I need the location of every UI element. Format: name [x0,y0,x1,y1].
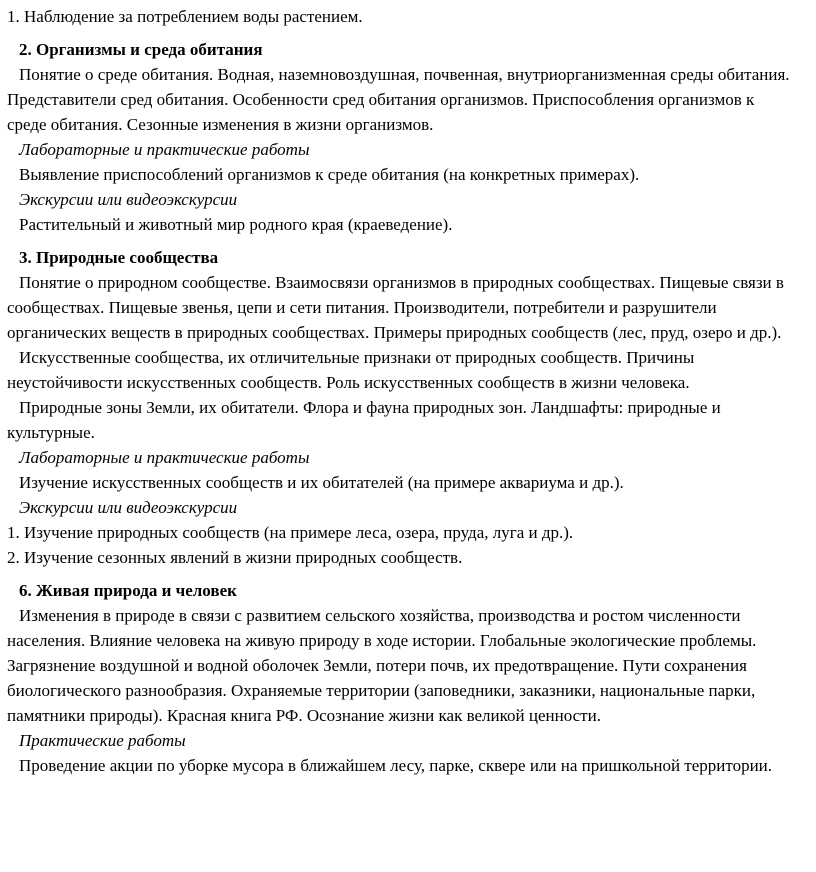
section-2-excursion-text: Растительный и животный мир родного края (краеведение). [19,215,453,234]
section-2-lab-text: Выявление приспособлений организмов к среде обитания (на конкретных примерах). [19,165,640,184]
section-3-excursion-item-2: 2. Изучение сезонных явлений в жизни природных сообществ. [7,548,463,567]
section-2-paragraph: Понятие о среде обитания. Водная, наземновоздушная, почвенная, внутриорганизменная среды обитания. Представители сред обитания. Особенности сред обитания организмов. Приспособления организмов к среде обитания. Сезонные изменения в жизни организмов. [7,65,790,134]
section-3-heading: 3. Природные сообщества [19,248,219,267]
section-3-paragraph-1: Понятие о природном сообществе. Взаимосвязи организмов в природных сообществах. Пищевые связи в сообществах. Пищевые звенья, цепи и сети питания. Производители, потребители и разрушители органических веществ в природных сообществах. Примеры природных сообществ (лес, пруд, озеро и др.). [7,273,784,342]
intro-list-item: 1. Наблюдение за потреблением воды растением. [7,7,363,26]
section-6-heading: 6. Живая природа и человек [19,581,237,600]
section-3-paragraph-2: Искусственные сообщества, их отличительные признаки от природных сообществ. Причины неустойчивости искусственных сообществ. Роль искусственных сообществ в жизни человека. [7,348,695,392]
section-3-paragraph-3: Природные зоны Земли, их обитатели. Флора и фауна природных зон. Ландшафты: природные и культурные. [7,398,721,442]
section-2-lab-heading: Лабораторные и практические работы [19,140,310,159]
section-6-practice-heading: Практические работы [19,731,186,750]
section-6-paragraph: Изменения в природе в связи с развитием сельского хозяйства, производства и ростом численности населения. Влияние человека на живую природу в ходе истории. Глобальные экологические проблемы. Загрязнение воздушной и водной оболочек Земли, потери почв, их предотвращение. Пути сохранения биологического разнообразия. Охраняемые территории (заповедники, заказники, национальные парки, памятники природы). Красная книга РФ. Осознание жизни как великой ценности. [7,606,757,725]
section-3-lab-heading: Лабораторные и практические работы [19,448,310,467]
section-3-excursion-item-1: 1. Изучение природных сообществ (на примере леса, озера, пруда, луга и др.). [7,523,574,542]
section-3-excursion-heading: Экскурсии или видеоэкскурсии [19,498,238,517]
section-3-lab-text: Изучение искусственных сообществ и их обитателей (на примере аквариума и др.). [19,473,624,492]
section-2-heading: 2. Организмы и среда обитания [19,40,263,59]
section-2-excursion-heading: Экскурсии или видеоэкскурсии [19,190,238,209]
section-6-practice-text: Проведение акции по уборке мусора в ближайшем лесу, парке, сквере или на пришкольной территории. [19,756,773,775]
